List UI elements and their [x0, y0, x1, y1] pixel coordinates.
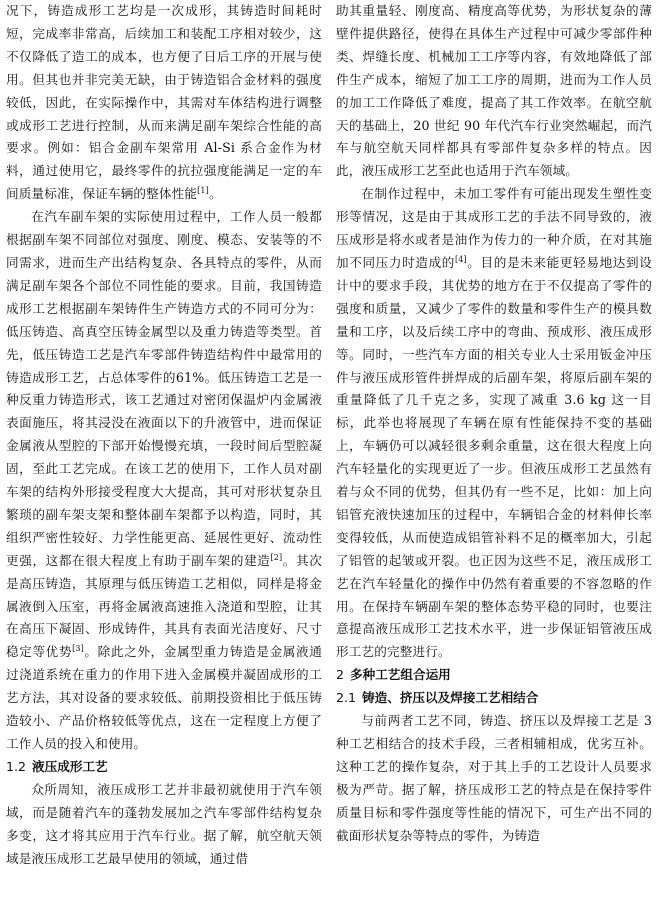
right-column [336, 0, 652, 848]
section-title: 铸造、挤压以及焊接工艺相结合 [362, 690, 539, 706]
paragraph-text: 。除此之外，金属型重力铸造是金属液通过浇道系统在重力的作用下进入金属模并凝固成形的工艺方法，其对设备的要求较低、前期投资相比于低压铸造较小、产品价格较低等优点，这在一定程度上方便了工作人员的投入和使用。 [6, 644, 323, 751]
citation-ref: [1] [197, 186, 209, 196]
section-number: 1.2 [6, 758, 27, 774]
section-heading-1-2 [6, 756, 322, 779]
paragraph-hydroforming-process [336, 183, 652, 664]
paragraph-text: 。其次是高压铸造，其原理与低压铸造工艺相似，同样是将金属液倒入压室，再将金属液高速推入浇道和型腔，让其在高压下凝固、形成铸件，其具有表面光洁度好、尺寸稳定等优势 [6, 552, 323, 660]
citation-ref: [3] [72, 644, 84, 654]
paragraph-casting-methods [6, 206, 322, 756]
section-heading-2 [336, 664, 652, 687]
paragraph-text: 。目的是未来能更轻易地达到设计中的要求手段，其优势的地方在于不仅提高了零件的强度和质量，又减少了零件的数量和零件生产的模具数量和工序，以及后续工序中的弯曲、预成形、液压成形等。同时，一些汽车方面的相关专业人士采用钣金冲压件与液压成形管件拼焊成的后副车架，将原后副车架的重量降低了几千克之多，实现了减重 3.6 kg 这一目标，此举也将展现了车辆在原有性能保持不变的基础上，车辆仍可以减轻很多剩余重量，这在很大程度上向汽车轻量化的实现更近了一步。但液压成形工艺虽然有着与众不同的优势，但其仍有一些不足，比如：加上向铝管充液快速加压的过程中，车辆铝合金的材料伸长率变得较低，从而使造成铝管补料不足的概率加大，引起了铝管的起皱或开裂。也正因为这些不足，液压成形工艺在汽车轻量化的操作中仍然有着重要的不容忽略的作用。在保持车辆副车架的整体态势平稳的同时，也要注意提高液压成形工艺技术水平，进一步保证铝管液压成形工艺的完整进行。 [336, 254, 652, 660]
section-heading-2-1 [336, 687, 652, 710]
paragraph-text: 况下，铸造成形工艺均是一次成形，其铸造时间耗时短，完成率非常高，后续加工和装配工序相对较少，这不仅降低了造工的成本，也方便了日后工序的开展与使用。但其也并非完美无缺，由于铸造铝合金材料的强度较低，因此，在实际操作中，其需对车体结构进行调整或成形工艺进行控制，从而来满足副车架综合性能的高要求。例如：铝合金副车架常用 Al-Si 系合金作为材料，通过使用它，最终零件的抗拉强度能满足一定的车间质量标准，保证车辆的整体性能 [6, 3, 322, 202]
citation-ref: [4] [455, 254, 467, 264]
section-title: 多种工艺组合运用 [350, 667, 451, 683]
left-column [6, 0, 322, 870]
paragraph-text: 与前两者工艺不同，铸造、挤压以及焊接工艺是 3 种工艺相结合的技术手段，三者相辅相成，优劣互补。这种工艺的操作复杂，对于其上手的工艺设计人员要求极为严苛。据了解，挤压成形工艺的特点是在保持零件质量目标和零件强度等性能的情况下，可生产出不同的截面形状复杂等特点的零件，为铸造 [336, 713, 652, 843]
section-title: 液压成形工艺 [32, 758, 108, 774]
section-number: 2 [336, 667, 345, 683]
paragraph-text: 助其重量轻、刚度高、精度高等优势，为形状复杂的薄壁件提供路径，使得在具体生产过程中可减少零部件种类、焊缝长度、机械加工工序等内容，有效地降低了部件生产成本，缩短了加工工序的周期，进而为工作人员的加工工作降低了难度，提高了其工作效率。在航空航天的基础上，20 世纪 90 年代汽车行业突然崛起，而汽车与航空航天同样都具有零部件复杂多样的特点。因此，液压成形工艺至此也适用于汽车领域。 [336, 3, 652, 179]
paragraph-combined-process [336, 710, 652, 847]
paragraph-text: 在汽车副车架的实际使用过程中，工作人员一般都根据副车架不同部位对强度、刚度、模态、安装等的不同需求，进而生产出结构复杂、各具特点的零件，从而满足副车架各个部位不同性能的要求。目前，我国铸造成形工艺根据副车架铸件生产铸造方式的不同可分为：低压铸造、高真空压铸金属型以及重力铸造等类型。首先，低压铸造工艺是汽车零部件铸造结构件中最常用的铸造成形工艺，占总体零件的61%。低压铸造工艺是一种反重力铸造形式，该工艺通过对密闭保温炉内金属液表面施压，将其浸没在液面以下的升液管中，进而保证金属液从型腔的下部开始慢慢充填，一段时间后型腔凝固，至此工艺完成。在该工艺的使用下，工作人员对副车架的结构外形接受程度大大提高，其可对形状复杂且繁琐的副车架支架和整体副车架都予以构造，同时，其组织严密性较好、力学性能更高、延展性更好、流动性更强，这都在很大程度上有助于副车架的建造 [6, 209, 322, 568]
paragraph-hydroforming-intro [6, 779, 322, 871]
paragraph-text: 在制作过程中，未加工零件有可能出现发生塑性变形等情况，这是由于其成形工艺的手法不同导致的，液压成形是将水或者是油作为传力的一种介质，在对其施加不同压力时造成的 [336, 186, 652, 270]
paragraph-hydroforming-origin [336, 0, 652, 183]
section-number: 2.1 [336, 690, 357, 706]
citation-ref: [2] [270, 552, 283, 562]
paragraph-casting-intro [6, 0, 322, 206]
paragraph-text: 。 [208, 186, 222, 202]
paragraph-text: 众所周知，液压成形工艺并非最初就使用于汽车领域，而是随着汽车的蓬勃发展加之汽车零部件结构复杂多变，这才将其应用于汽车行业。据了解，航空航天领域是液压成形工艺最早使用的领域，通过借 [6, 781, 322, 866]
